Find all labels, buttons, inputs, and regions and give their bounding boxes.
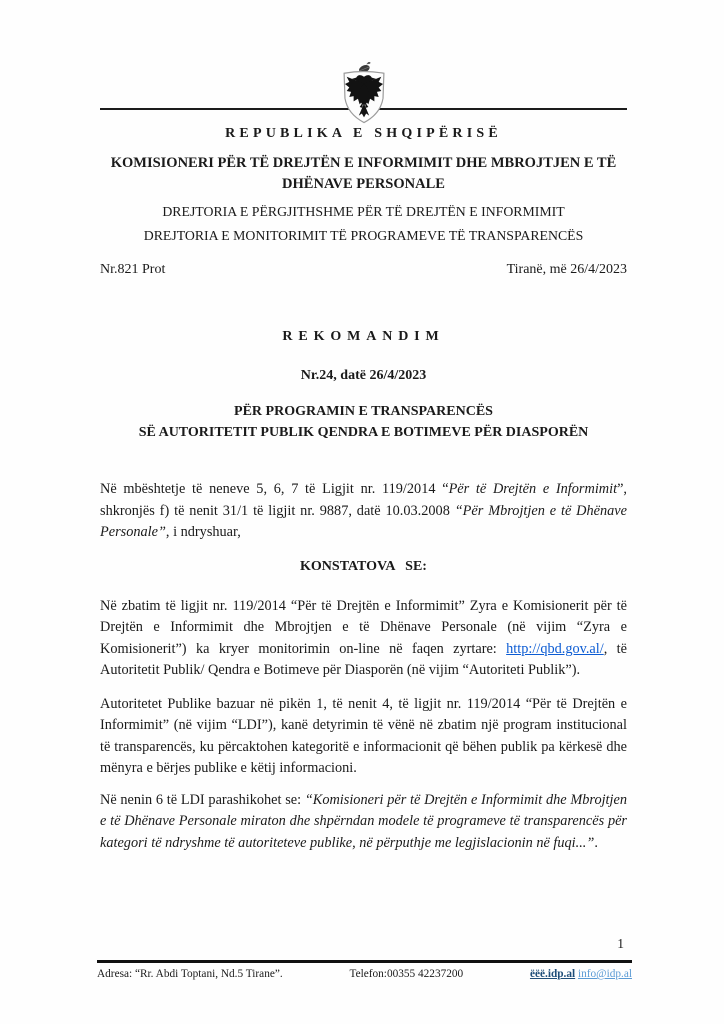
document-header (100, 62, 627, 248)
p4-text: . (594, 834, 598, 851)
subject-line2: SË AUTORITETIT PUBLIK QENDRA E BOTIMEVE PËR DIASPORËN (138, 425, 589, 440)
subject-line1: PËR PROGRAMIN E TRANSPARENCËS (234, 404, 493, 419)
p2-text: , të Autoritetit Publik/ Qendra e Botimeve për Diasporën (në vijim “Autoriteti Publik”). (100, 640, 627, 678)
document-number-date: Nr.24, datë 26/4/2023 (300, 368, 427, 383)
idp-website-link[interactable]: ëëë.idp.al (529, 968, 576, 980)
p4-quote-italic: “Komisioneri për të Drejtën e Informimit dhe Mbrojtjen e të Dhënave Personale miraton dhe shpërndan modele të programeve të transparencës për kategori të ndryshme të autoriteteve publike, në përputhje me legjislacionin në fuqi...” (100, 791, 627, 851)
directorate-line1: DREJTORIA E PËRGJITHSHME PËR TË DREJTËN E INFORMIMIT (162, 204, 565, 219)
meta-row (100, 262, 627, 278)
p4-text: Në nenin 6 të LDI parashikohet se: (100, 791, 305, 808)
footer-divider (97, 960, 632, 963)
page-number: 1 (617, 936, 624, 951)
footer-phone: Telefon:00355 42237200 (349, 968, 464, 980)
directorate-names (100, 200, 627, 248)
directorate-line2: DREJTORIA E MONITORIMIT TË PROGRAMEVE TË TRANSPARENCËS (143, 228, 584, 243)
p1-law-title-italic: “Për Mbrojtjen e të Dhënave Personale” (100, 502, 627, 540)
qbd-website-link[interactable]: http://qbd.gov.al/ (506, 640, 604, 657)
footer-links (530, 968, 632, 980)
albania-coat-of-arms-icon (336, 62, 392, 126)
heading-konstatova: KONSTATOVA SE: (300, 558, 427, 574)
institution-name-line2: DHËNAVE PERSONALE (282, 176, 445, 192)
document-type-title: REKOMANDIM (282, 329, 445, 344)
footer-address: Adresa: “Rr. Abdi Toptani, Nd.5 Tirane”. (97, 968, 283, 980)
p1-text: ”, shkronjës f) të nenit 31/1 të ligjit nr. 9887, datë 10.03.2008 (100, 481, 627, 519)
republic-title: REPUBLIKA E SHQIPËRISË (225, 126, 502, 141)
p1-law-title-italic: Për të Drejtën e Informimit (448, 481, 618, 497)
p1-text: , i ndryshuar, (165, 524, 241, 540)
paragraph-obligation: Autoritetet Publike bazuar në pikën 1, të nenit 4, të ligjit nr. 119/2014 “Për të Drejtën e Informimit” (në vijim “LDI”), kanë detyrimin të vënë në zbatim një program institucional të transparencës, ku përcaktohen kategoritë e informacionit që bëhen publik pa kërkesë dhe mënyra e bërjes publike e këtij informacioni. (100, 695, 627, 776)
document-footer (97, 960, 632, 980)
paragraph-monitoring (100, 596, 627, 682)
document-subject (100, 401, 627, 443)
institution-name-line1: KOMISIONERI PËR TË DREJTËN E INFORMIMIT DHE MBROJTJEN E TË (110, 155, 617, 171)
protocol-number: Nr.821 Prot (100, 262, 166, 277)
p1-text: Në mbështetje të neneve 5, 6, 7 të Ligjit nr. 119/2014 “ (100, 481, 449, 497)
place-date: Tiranë, më 26/4/2023 (506, 262, 627, 277)
idp-email-link[interactable]: info@idp.al (577, 968, 632, 980)
p2-text: Në zbatim të ligjit nr. 119/2014 “Për të Drejtën e Informimit” Zyra e Komisionerit për të Drejtën e Informimit dhe Mbrojtjen e të Dhënave Personale (në vijim “Zyra e Komisionerit”) ka kryer monitorimin on-line në faqen zyrtare: (100, 597, 627, 657)
paragraph-legal-basis (100, 479, 627, 544)
paragraph-article6 (100, 790, 627, 855)
institution-name (100, 153, 627, 195)
